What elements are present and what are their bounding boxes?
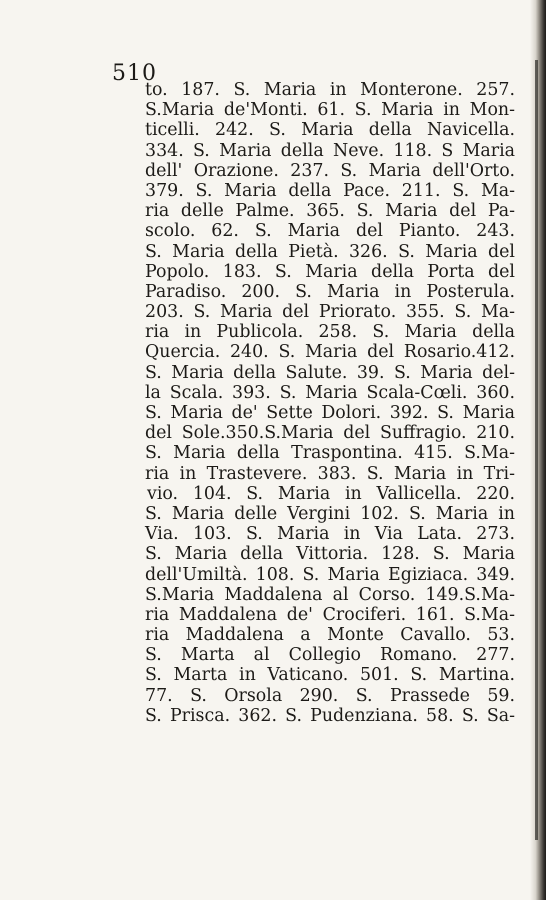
text-line: dell'Umiltà. 108. S. Maria Egiziaca. 349. xyxy=(145,564,515,585)
text-line: 203. S. Maria del Priorato. 355. S. Ma- xyxy=(145,302,515,323)
text-line: ria delle Palme. 365. S. Maria del Pa- xyxy=(145,201,515,222)
text-line: S. Prisca. 362. S. Pudenziana. 58. S. Sa- xyxy=(145,705,515,726)
text-line: S. Marta in Vaticano. 501. S. Martina. xyxy=(145,665,515,686)
text-line: ria in Publicola. 258. S. Maria della xyxy=(145,322,515,343)
text-line: 379. S. Maria della Pace. 211. S. Ma- xyxy=(145,180,515,201)
text-line: ria Maddalena a Monte Cavallo. 53. xyxy=(145,625,515,646)
index-text-block xyxy=(145,80,515,726)
text-line: la Scala. 393. S. Maria Scala-Cœli. 360. xyxy=(145,382,515,403)
text-line: del Sole.350.S.Maria del Suffragio. 210. xyxy=(145,423,515,444)
text-line: S. Marta al Collegio Romano. 277. xyxy=(145,645,515,666)
text-line: S.Maria de'Monti. 61. S. Maria in Mon- xyxy=(145,100,515,121)
text-line: S. Maria della Pietà. 326. S. Maria del xyxy=(145,241,515,262)
text-line: ticelli. 242. S. Maria della Navicella. xyxy=(145,120,515,141)
text-line: 77. S. Orsola 290. S. Prassede 59. xyxy=(145,685,515,706)
text-line: vio. 104. S. Maria in Vallicella. 220. xyxy=(147,483,515,504)
text-line: 334. S. Maria della Neve. 118. S Maria xyxy=(145,140,515,161)
text-line: to. 187. S. Maria in Monterone. 257. xyxy=(145,80,515,100)
text-line: S. Maria della Vittoria. 128. S. Maria xyxy=(145,544,515,565)
text-line: dell' Orazione. 237. S. Maria dell'Orto. xyxy=(145,160,515,181)
text-line: ria in Trastevere. 383. S. Maria in Tri- xyxy=(145,463,515,484)
text-line: S. Maria delle Vergini 102. S. Maria in xyxy=(145,503,515,524)
text-line: S. Maria della Traspontina. 415. S.Ma- xyxy=(145,443,515,464)
text-line: scolo. 62. S. Maria del Pianto. 243. xyxy=(145,221,515,242)
page-number: 510 xyxy=(112,61,157,86)
text-line: S. Maria de' Sette Dolori. 392. S. Maria xyxy=(145,403,515,423)
text-line: S. Maria della Salute. 39. S. Maria del- xyxy=(145,362,515,383)
text-line: S.Maria Maddalena al Corso. 149.S.Ma- xyxy=(145,584,515,605)
text-line: Quercia. 240. S. Maria del Rosario.412. xyxy=(145,342,515,363)
book-binding-edge xyxy=(530,0,546,900)
text-line: ria Maddalena de' Crociferi. 161. S.Ma- xyxy=(145,604,515,625)
text-line: Popolo. 183. S. Maria della Porta del xyxy=(145,261,515,282)
text-line: Via. 103. S. Maria in Via Lata. 273. xyxy=(145,524,515,545)
text-line: Paradiso. 200. S. Maria in Posterula. xyxy=(145,281,515,302)
